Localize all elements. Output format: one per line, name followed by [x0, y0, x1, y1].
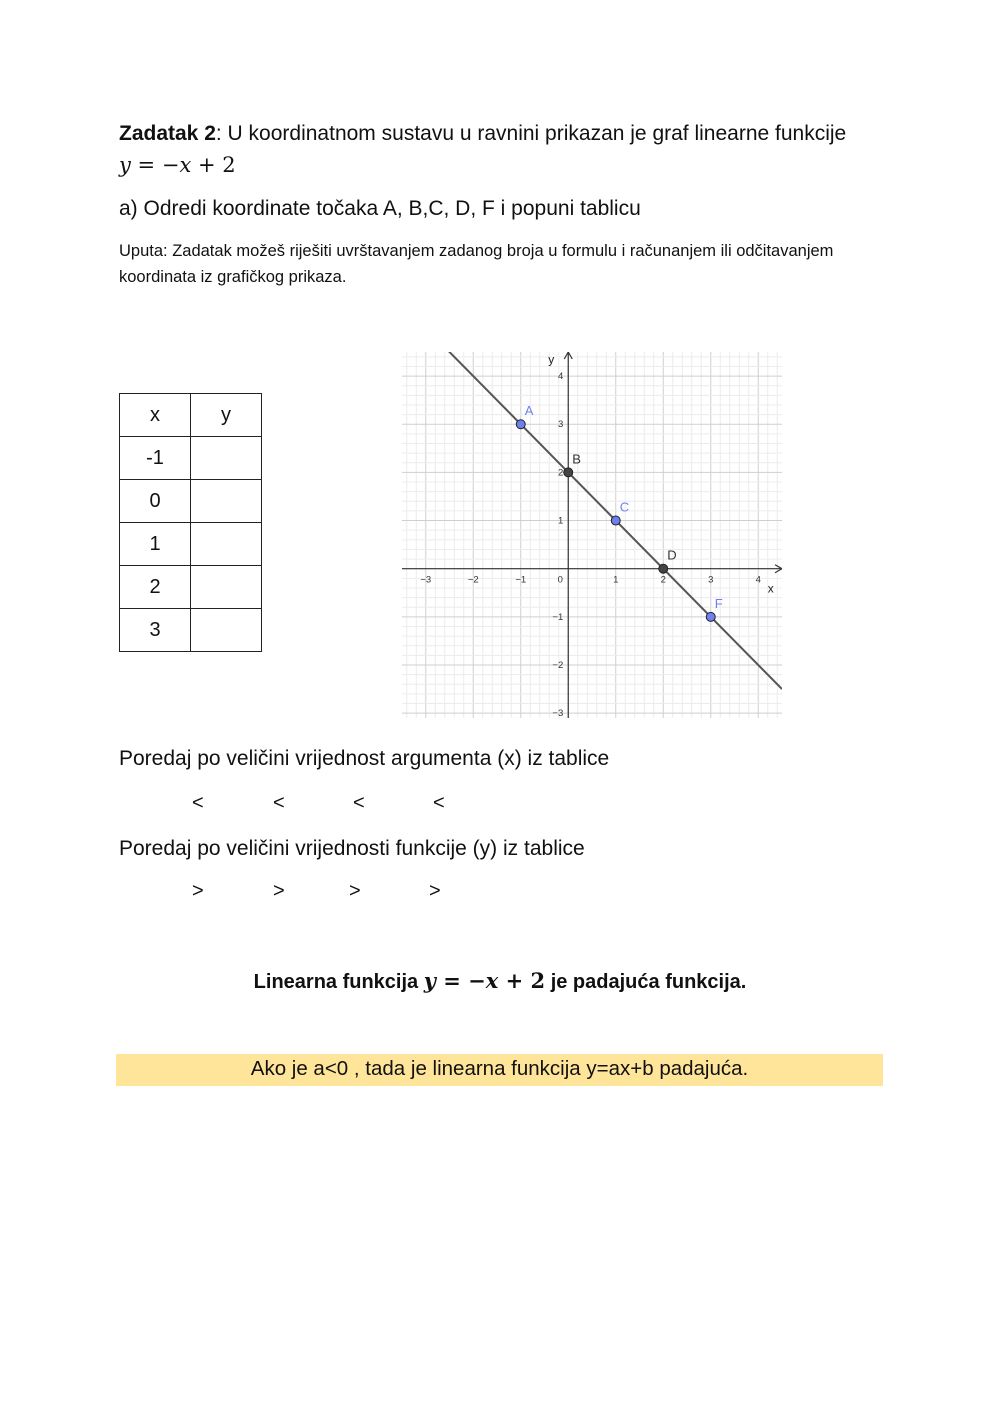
function-graph: [402, 352, 782, 718]
hint-text: Uputa: Zadatak možeš riješiti uvrštavanjem zadanog broja u formulu i računanjem ili odčitavanjem koordinata iz grafičkog prikaza.: [119, 242, 834, 286]
eq-y: y: [119, 153, 131, 177]
y-tick-label: 1: [557, 515, 564, 527]
greater-than-sign: >: [192, 880, 204, 902]
table-row: [120, 523, 262, 566]
x-tick-label: −2: [467, 574, 479, 586]
table-header-row: [120, 394, 262, 437]
task-text: : U koordinatnom sustavu u ravnini prikazan je graf linearne funkcije: [215, 122, 847, 145]
conclusion-after: je padajuća funkcija.: [545, 971, 747, 993]
cell-y-input[interactable]: [191, 609, 262, 652]
less-than-sign: <: [192, 792, 204, 814]
eq-minus: −: [161, 153, 180, 177]
conclusion: [0, 966, 1000, 997]
y-tick-label: −2: [552, 660, 564, 672]
table-row: [120, 609, 262, 652]
header-x: x: [120, 394, 191, 437]
x-tick-label: 4: [755, 574, 761, 586]
eq-x: x: [179, 153, 192, 177]
task-title: [119, 120, 846, 148]
point-b: [564, 468, 573, 477]
eq-plus-two: + 2: [498, 968, 546, 993]
x-tick-label: 0: [557, 574, 563, 586]
cell-y-input[interactable]: [191, 480, 262, 523]
y-tick-label: 4: [557, 371, 564, 383]
greater-than-sign: >: [349, 880, 361, 902]
eq-x: x: [485, 968, 499, 993]
point-label-c: C: [619, 499, 630, 515]
cell-x: 3: [120, 609, 191, 652]
x-axis-label: x: [767, 581, 774, 596]
greater-than-sign: >: [429, 880, 441, 902]
table-row: [120, 437, 262, 480]
less-than-sign: <: [353, 792, 365, 814]
cell-x: 2: [120, 566, 191, 609]
table-row: [120, 566, 262, 609]
point-label-a: A: [524, 403, 534, 419]
conclusion-before: Linearna funkcija: [253, 971, 424, 993]
conclusion-equation: [424, 968, 545, 993]
xy-table: [119, 393, 262, 652]
eq-equals: =: [435, 968, 469, 993]
point-f: [706, 612, 715, 621]
cell-y-input[interactable]: [191, 437, 262, 480]
less-than-sign: <: [433, 792, 445, 814]
point-label-d: D: [667, 547, 677, 563]
cell-y-input[interactable]: [191, 566, 262, 609]
y-tick-label: −1: [552, 611, 564, 623]
eq-equals: =: [130, 153, 162, 177]
cell-x: 0: [120, 480, 191, 523]
table-row: [120, 480, 262, 523]
cell-x: -1: [120, 437, 191, 480]
y-axis-label: y: [548, 352, 555, 367]
eq-plus-two: + 2: [191, 153, 236, 177]
x-tick-label: 3: [708, 574, 714, 586]
x-tick-label: −3: [420, 574, 432, 586]
point-a: [516, 420, 525, 429]
point-label-f: F: [714, 595, 723, 611]
cell-y-input[interactable]: [191, 523, 262, 566]
y-tick-label: 3: [557, 419, 564, 431]
eq-minus: −: [468, 968, 486, 993]
part-a-instruction: a) Odredi koordinate točaka A, B,C, D, F i popuni tablicu: [119, 197, 641, 220]
order-y-label: Poredaj po veličini vrijednosti funkcije (y) iz tablice: [119, 837, 585, 860]
greater-than-sign: >: [273, 880, 285, 902]
point-c: [611, 516, 620, 525]
y-tick-label: 2: [557, 467, 564, 479]
task-label: Zadatak 2: [119, 122, 216, 145]
eq-y: y: [423, 968, 436, 993]
point-label-b: B: [572, 451, 581, 467]
less-than-sign: <: [273, 792, 285, 814]
y-tick-label: −3: [552, 708, 564, 718]
x-tick-label: 2: [660, 574, 666, 586]
point-d: [659, 564, 668, 573]
cell-x: 1: [120, 523, 191, 566]
order-x-label: Poredaj po veličini vrijednost argumenta (x) iz tablice: [119, 747, 610, 770]
task-equation: [119, 151, 236, 179]
x-tick-label: −1: [515, 574, 527, 586]
x-tick-label: 1: [613, 574, 619, 586]
rule-highlight: Ako je a<0 , tada je linearna funkcija y=ax+b padajuća.: [116, 1054, 883, 1086]
header-y: y: [191, 394, 262, 437]
